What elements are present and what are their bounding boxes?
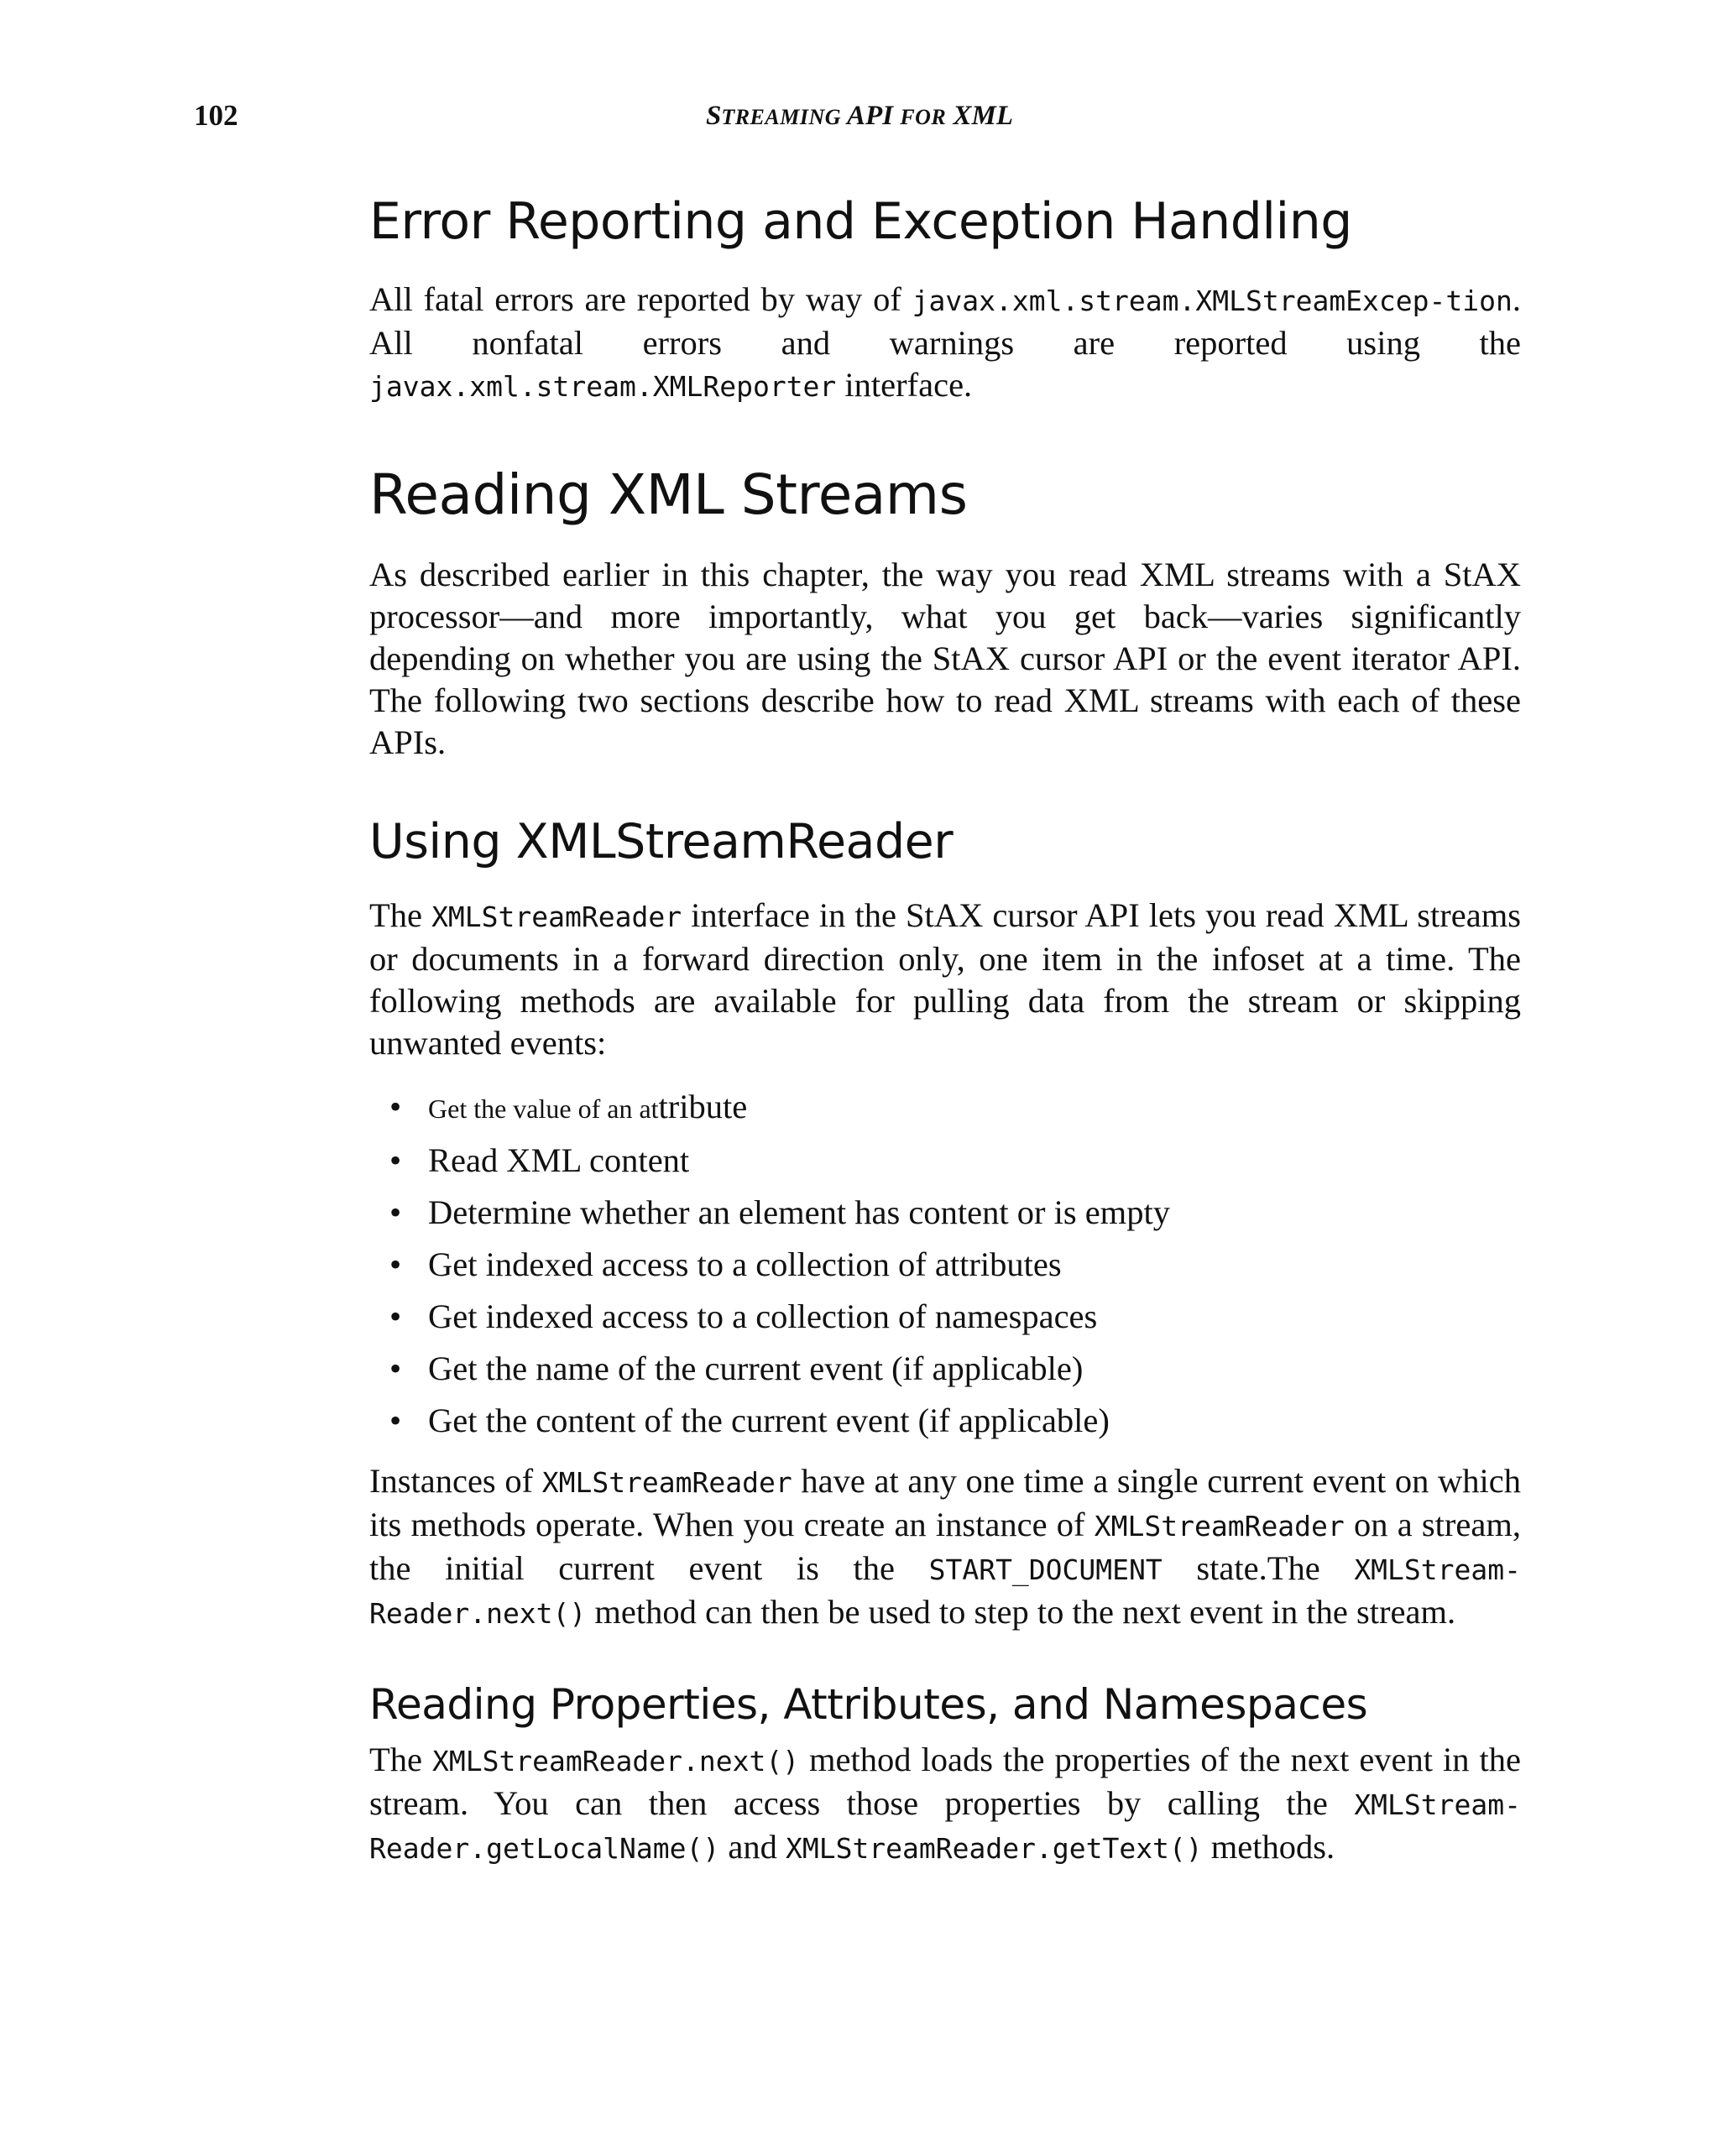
code-run: XMLStreamReader (1094, 1510, 1345, 1543)
text-run: All fatal errors are reported by way of (369, 280, 912, 318)
list-item (389, 1296, 1521, 1338)
list-item (389, 1348, 1521, 1390)
code-run: XMLStream-Reader.next() (369, 1553, 1521, 1630)
list-item-text: Get the content of the current event (if applicable) (428, 1402, 1110, 1439)
list-item-text: Determine whether an element has content or is empty (428, 1193, 1170, 1231)
code-run: XMLStreamReader (541, 1466, 792, 1499)
paragraph-xmlstreamreader-intro (369, 895, 1521, 1064)
code-run: XMLStreamReader.getText() (785, 1832, 1203, 1865)
paragraph-reading-properties (369, 1739, 1521, 1870)
running-head-part: API (841, 101, 901, 131)
text-run: The (369, 1741, 432, 1778)
paragraph-xmlstreamreader-instances (369, 1460, 1521, 1635)
list-item-text: Read XML content (428, 1141, 690, 1179)
running-head (0, 101, 1719, 132)
list-item (389, 1244, 1521, 1286)
text-run: and (719, 1828, 786, 1866)
bullet-glyph: • (389, 1349, 402, 1387)
list-item-text: Get the name of the current event (if applicable) (428, 1349, 1084, 1387)
text-run: Instances of (369, 1462, 542, 1500)
list-item (389, 1140, 1521, 1182)
paragraph-error-reporting (369, 279, 1521, 408)
subsection-heading-reading-properties: Reading Properties, Attributes, and Namespaces (369, 1680, 1368, 1729)
page-number: 102 (194, 99, 238, 132)
text-run: . All nonfatal errors and warnings are reported using the (369, 280, 1521, 362)
running-head-part: XML (946, 101, 1014, 131)
code-run: XMLStreamReader (431, 901, 682, 933)
methods-list (369, 1086, 1521, 1442)
text-run: method loads the properties of the next event in the stream. You can then access those properties by calling the (369, 1741, 1522, 1822)
code-run: START_DOCUMENT (928, 1553, 1163, 1586)
bullet-glyph: • (389, 1297, 402, 1335)
text-run: state.The (1162, 1549, 1355, 1587)
bullet-glyph: • (389, 1245, 402, 1283)
list-item (389, 1400, 1521, 1442)
bullet-glyph: • (389, 1402, 402, 1439)
code-run: javax.xml.stream.XMLStreamExcep-tion (912, 285, 1513, 317)
paragraph-reading-xml-streams: As described earlier in this chapter, the way you read XML streams with a StAX processor—and more importantly, what you get back—varies significantly depending on whether you are using the StAX cursor API or the event iterator API. The following two sections describe how to read XML streams with each of these APIs. (369, 556, 1521, 761)
section-heading-using-xmlstreamreader: Using XMLStreamReader (369, 814, 954, 869)
running-head-part: FOR (900, 105, 947, 129)
running-head-part: S (705, 101, 722, 131)
text-run: The (369, 896, 432, 934)
code-run: javax.xml.stream.XMLReporter (369, 370, 837, 403)
bullet-glyph: • (389, 1088, 402, 1125)
chapter-heading-reading-xml-streams: Reading XML Streams (369, 462, 968, 527)
text-run: interface in the StAX cursor API lets you read XML streams or documents in a forward direction only, one item in the infoset at a time. The following methods are available for pulling data from the stream or skipping unwanted events: (369, 896, 1522, 1062)
list-item-text: Get indexed access to a collection of attributes (428, 1245, 1062, 1283)
code-run: XMLStreamReader.next() (431, 1745, 800, 1778)
page-body (369, 191, 1521, 1892)
list-item-text: Get the value of an at (428, 1094, 659, 1124)
text-run: method can then be used to step to the next event in the stream. (586, 1593, 1456, 1631)
list-item-text: tribute (658, 1088, 748, 1125)
text-run: have at any one time a single current event on which its methods operate. When you create an instance of (369, 1462, 1521, 1543)
code-run: XMLStream-Reader.getLocalName() (369, 1788, 1521, 1865)
bullet-glyph: • (389, 1193, 402, 1231)
list-item-text: Get indexed access to a collection of namespaces (428, 1297, 1098, 1335)
text-run: interface. (836, 366, 973, 404)
section-heading-error-reporting: Error Reporting and Exception Handling (369, 192, 1352, 251)
list-item (389, 1192, 1521, 1234)
running-head-part: TREAMING (721, 105, 842, 129)
text-run: on a stream, the initial current event is the (369, 1506, 1521, 1587)
bullet-glyph: • (389, 1141, 402, 1179)
text-run: methods. (1202, 1828, 1335, 1866)
list-item (389, 1086, 1521, 1130)
